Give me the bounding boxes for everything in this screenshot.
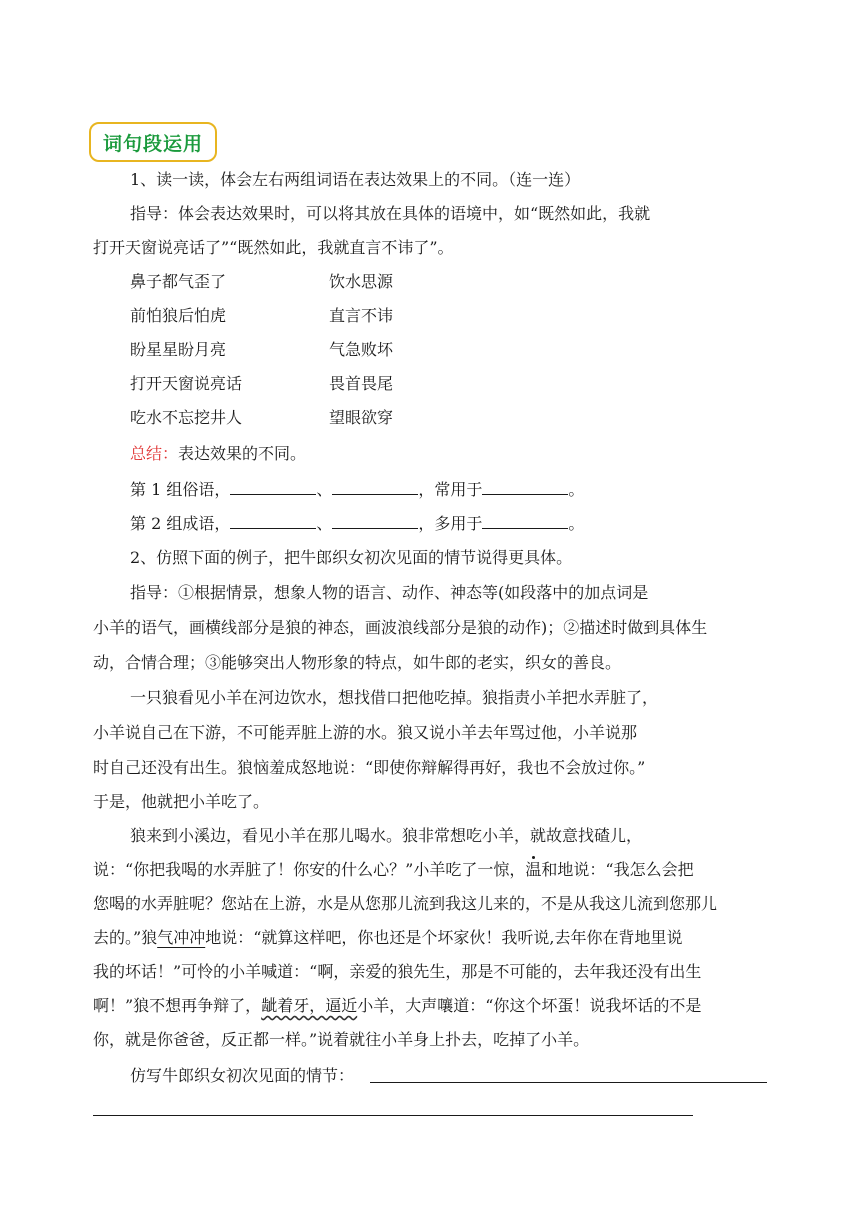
example2-line-2 xyxy=(93,860,694,880)
example2-line-4 xyxy=(93,928,682,948)
summary-line xyxy=(130,444,306,464)
wavy-underlined-action: 龇着牙，逼近 xyxy=(261,996,358,1015)
phrase-right-1[interactable]: 饮水思源 xyxy=(329,272,394,291)
q2-guide-line-3: 动，合情合理；③能够突出人物形象的特点，如牛郎的老实，织女的善良。 xyxy=(93,653,622,672)
group1-mid: ，常用于 xyxy=(418,480,483,499)
example1-line-4: 于是，他就把小羊吃了。 xyxy=(93,792,270,811)
example1-line-2: 小羊说自己在下游，不可能弄脏上游的水。狼又说小羊去年骂过他，小羊说那 xyxy=(93,723,638,742)
group2-blank-1[interactable] xyxy=(230,514,316,529)
q1-guide-line-1: 指导：体会表达效果时，可以将其放在具体的语境中，如“既然如此，我就 xyxy=(130,204,651,223)
phrase-right-4[interactable]: 畏首畏尾 xyxy=(329,374,394,393)
q1-title: 1、读一读，体会左右两组词语在表达效果上的不同。（连一连） xyxy=(130,170,581,189)
example2-line-6 xyxy=(93,996,701,1016)
group1-end: 。 xyxy=(568,480,585,499)
group2-prefix: 第 2 组成语， xyxy=(130,514,231,533)
example2-line-4-start: 去的。”狼 xyxy=(93,928,158,947)
section-badge: 词句段运用 xyxy=(89,122,217,162)
q2-guide-line-2: 小羊的语气，画横线部分是狼的神态，画波浪线部分是狼的动作)；②描述时做到具体生 xyxy=(93,618,708,637)
summary-text: 表达效果的不同。 xyxy=(178,444,307,463)
phrase-right-2[interactable]: 直言不讳 xyxy=(329,306,394,325)
group2-separator: 、 xyxy=(316,514,333,533)
group1-prefix: 第 1 组俗语， xyxy=(130,480,231,499)
group1-blank-1[interactable] xyxy=(230,480,316,495)
group1-blank-2[interactable] xyxy=(332,480,418,495)
group1-separator: 、 xyxy=(316,480,333,499)
example2-line-5: 我的坏话！”可怜的小羊喊道：“啊，亲爱的狼先生，那是不可能的，去年我还没有出生 xyxy=(93,962,702,981)
answer-line-1[interactable] xyxy=(370,1082,767,1083)
answer-line-2[interactable] xyxy=(93,1115,693,1116)
example2-line-1: 狼来到小溪边，看见小羊在那儿喝水。狼非常想吃小羊，就故意找碴儿， xyxy=(130,826,643,845)
example2-line-6-end: 小羊，大声嚷道：“你这个坏蛋！说我坏话的不是 xyxy=(357,996,702,1015)
example2-line-2-end: 地说：“我怎么会把 xyxy=(557,860,694,879)
example2-line-2-start: 说：“你把我喝的水弄脏了！你安的什么心？”小羊吃了一惊， xyxy=(93,860,526,879)
phrase-left-3[interactable]: 盼星星盼月亮 xyxy=(130,340,227,359)
example2-line-7: 你，就是你爸爸，反正都一样。”说着就往小羊身上扑去，吃掉了小羊。 xyxy=(93,1030,590,1049)
group2-mid: ，多用于 xyxy=(418,514,483,533)
group2-blank-3[interactable] xyxy=(482,514,568,529)
dotted-word-1: 温 xyxy=(525,860,542,879)
summary-label: 总结： xyxy=(130,444,179,463)
write-prompt: 仿写牛郎织女初次见面的情节： xyxy=(130,1066,355,1085)
group1-line xyxy=(130,480,584,500)
phrase-left-4[interactable]: 打开天窗说亮话 xyxy=(130,374,243,393)
example2-line-3: 您喝的水弄脏呢？您站在上游，水是从您那儿流到我这儿来的，不是从我这儿流到您那儿 xyxy=(93,894,718,913)
q2-title: 2、仿照下面的例子，把牛郎织女初次见面的情节说得更具体。 xyxy=(130,548,573,567)
phrase-left-5[interactable]: 吃水不忘挖井人 xyxy=(130,408,243,427)
group2-blank-2[interactable] xyxy=(332,514,418,529)
group2-line xyxy=(130,514,584,534)
example2-line-6-start: 啊！”狼不想再争辩了， xyxy=(93,996,262,1015)
q2-guide-line-1: 指导：①根据情景，想象人物的语言、动作、神态等(如段落中的加点词是 xyxy=(130,583,649,602)
group1-blank-3[interactable] xyxy=(482,480,568,495)
phrase-left-2[interactable]: 前怕狼后怕虎 xyxy=(130,306,227,325)
example1-line-3: 时自己还没有出生。狼恼羞成怒地说：“即使你辩解得再好，我也不会放过你。” xyxy=(93,758,646,777)
phrase-right-3[interactable]: 气急败坏 xyxy=(329,340,394,359)
example1-line-1: 一只狼看见小羊在河边饮水，想找借口把他吃掉。狼指责小羊把水弄脏了， xyxy=(130,688,659,707)
group2-end: 。 xyxy=(568,514,585,533)
dotted-word-2: 和 xyxy=(541,860,558,879)
q1-guide-line-2: 打开天窗说亮话了”“既然如此，我就直言不讳了”。 xyxy=(93,238,454,257)
underlined-expression: 气冲冲 xyxy=(157,928,206,947)
phrase-left-1[interactable]: 鼻子都气歪了 xyxy=(130,272,227,291)
phrase-right-5[interactable]: 望眼欲穿 xyxy=(329,408,394,427)
example2-line-4-end: 地说：“就算这样吧，你也还是个坏家伙！我听说,去年你在背地里说 xyxy=(205,928,683,947)
